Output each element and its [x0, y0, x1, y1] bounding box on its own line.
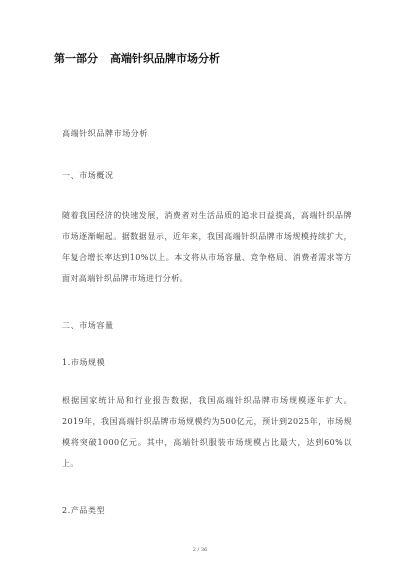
heading-market-scale: 1.市场规模: [62, 358, 106, 367]
part-title: [54, 50, 220, 66]
paragraph-market-scale: 根据国家统计局和行业报告数据，我国高端针织品牌市场规模逐年扩大。2019年，我国高端针织品牌市场规模约为500亿元，预计到2025年，市场规模将突破1000亿元。其中，高端针织服装市场规模占比最大，达到60%以上。: [62, 396, 352, 468]
page-number: 2 / 36: [192, 547, 208, 553]
section-heading: 高端针织品牌市场分析: [62, 129, 148, 138]
part-title-text: 高端针织品牌市场分析: [110, 52, 220, 65]
part-label: 第一部分: [54, 52, 98, 65]
paragraph-market-overview: 随着我国经济的快速发展，消费者对生活品质的追求日益提高，高端针织品牌市场逐渐崛起。据数据显示，近年来，我国高端针织品牌市场规模持续扩大，年复合增长率达到10%以上。本文将从市场容量、竞争格局、消费者需求等方面对高端针织品牌市场进行分析。: [62, 211, 352, 283]
heading-market-capacity: 二、市场容量: [62, 321, 114, 330]
heading-product-types: 2.产品类型: [62, 506, 106, 515]
heading-market-overview: 一、市场概况: [62, 171, 114, 180]
